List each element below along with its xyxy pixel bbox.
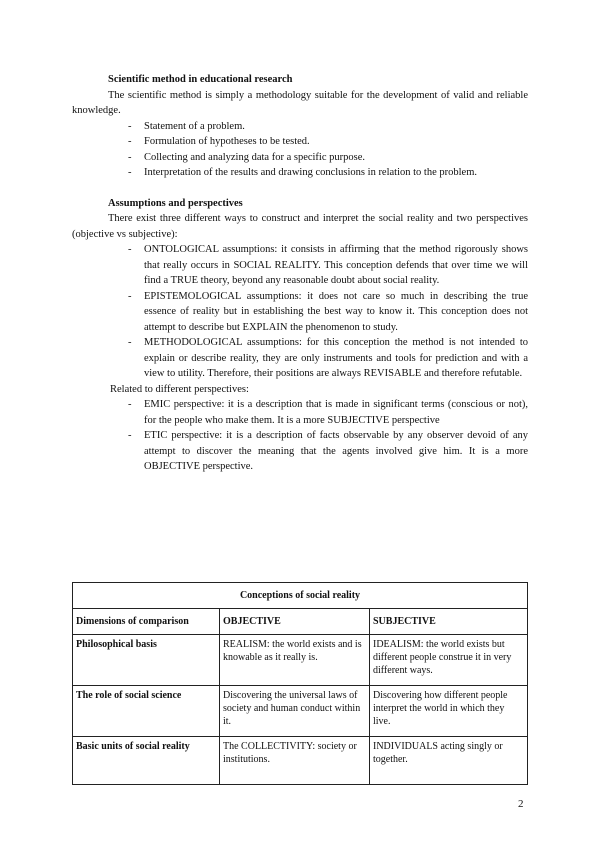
column-header: OBJECTIVE [220, 609, 370, 635]
conceptions-table [72, 582, 528, 785]
table-cell: IDEALISM: the world exists but different people construe it in very different ways. [370, 635, 528, 686]
document-body [72, 72, 528, 475]
table-cell: Discovering the universal laws of society and human conduct within it. [220, 686, 370, 737]
method-steps-list [72, 119, 528, 181]
table-cell: Basic units of social reality [73, 737, 220, 785]
list-item: - ETIC perspective: it is a description of facts observable by any observer devoid of any attempt to discover the meaning that the agents involved give him. It is a more OBJECTIVE perspective. [128, 430, 528, 472]
table-cell: Philosophical basis [73, 635, 220, 686]
table-cell: REALISM: the world exists and is knowable as it really is. [220, 635, 370, 686]
assumptions-list [72, 242, 528, 382]
column-header: SUBJECTIVE [370, 609, 528, 635]
section-heading-scientific-method: Scientific method in educational research [108, 74, 293, 85]
table-cell: The COLLECTIVITY: society or institutions. [220, 737, 370, 785]
section-heading-assumptions: Assumptions and perspectives [108, 197, 243, 209]
list-item: - Interpretation of the results and drawing conclusions in relation to the problem. [128, 167, 477, 178]
section-intro: There exist three different ways to construct and interpret the social reality and two perspectives (objective vs subjective): [72, 213, 528, 240]
table-cell: The role of social science [73, 686, 220, 737]
perspectives-list [72, 397, 528, 475]
page-number: 2 [518, 798, 524, 810]
list-item: - ONTOLOGICAL assumptions: it consists in affirming that the method rigorously shows that really occurs in SOCIAL REALITY. This conception defends that over time we will find a TRUE theory, beyond any reasonable doubt about social reality. [128, 244, 528, 286]
table-title-row [73, 583, 528, 609]
list-item: - Formulation of hypotheses to be tested. [128, 136, 310, 147]
list-item: - METHODOLOGICAL assumptions: for this conception the method is not intended to explain or describe reality, they are only instruments and tools for prediction and with a view to utility. Therefore, their positions are always REVISABLE and therefore refutable. [128, 337, 528, 379]
list-item: - Statement of a problem. [128, 120, 245, 132]
list-item: - EPISTEMOLOGICAL assumptions: it does not care so much in describing the true essence of reality but in establishing the best way to know it. This conception does not attempt to describe but EXPLAIN the phenomenon to study. [128, 290, 528, 333]
table-cell: INDIVIDUALS acting singly or together. [370, 737, 528, 785]
list-item: - Collecting and analyzing data for a specific purpose. [128, 151, 366, 163]
column-header: Dimensions of comparison [73, 609, 220, 635]
section-intro: The scientific method is simply a methodology suitable for the development of valid and reliable knowledge. [72, 89, 528, 116]
table-row [73, 635, 528, 686]
table-row [73, 737, 528, 785]
list-item: - EMIC perspective: it is a description that is made in significant terms (conscious or not), for the people who make them. It is a more SUBJECTIVE perspective [128, 399, 528, 426]
table-header-row [73, 609, 528, 635]
perspectives-intro: Related to different perspectives: [110, 383, 249, 395]
table-row [73, 686, 528, 737]
table-cell: Discovering how different people interpret the world in which they live. [370, 686, 528, 737]
table-title: Conceptions of social reality [73, 583, 528, 609]
